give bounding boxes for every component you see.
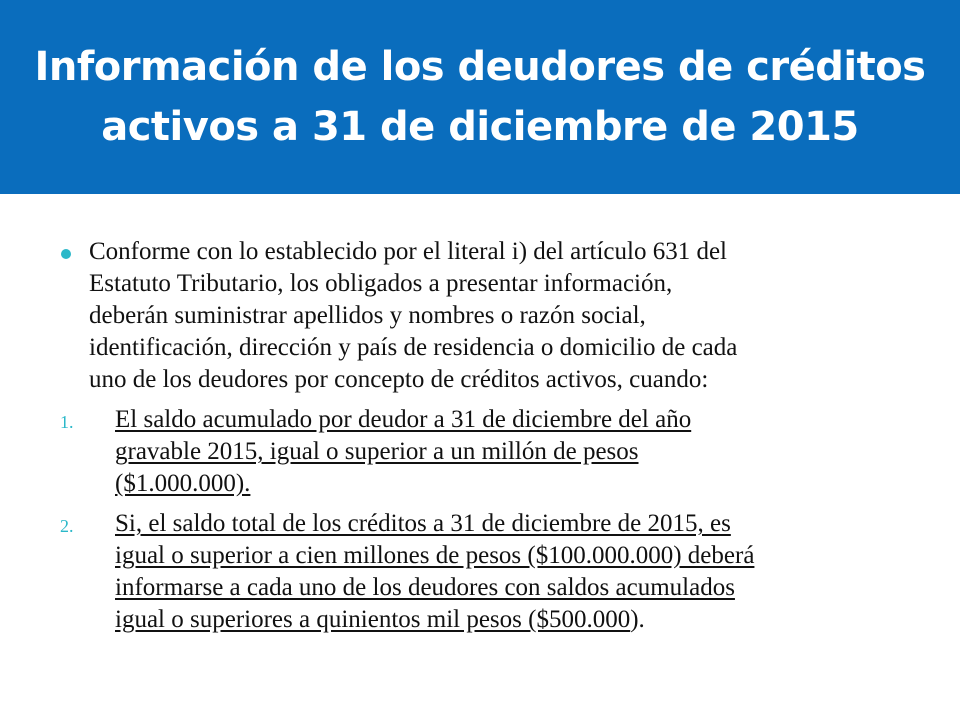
list-item-line: informarse a cada uno de los deudores con saldos acumulados — [115, 574, 735, 601]
list-item-text — [115, 508, 920, 636]
bullet-dot-icon — [61, 249, 71, 259]
list-item-trailing: ). — [630, 606, 645, 633]
bullet-line: Conforme con lo establecido por el literal i) del artículo 631 del — [89, 238, 727, 265]
title-line: Información de los deudores de créditos — [34, 44, 926, 90]
list-item-line-last — [115, 604, 920, 636]
bullet-line: Estatuto Tributario, los obligados a presentar información, — [89, 270, 673, 297]
list-item-line: ($1.000.000). — [115, 470, 251, 497]
bullet-paragraph — [60, 236, 920, 396]
bullet-line: identificación, dirección y país de residencia o domicilio de cada — [89, 334, 738, 361]
list-item-2 — [60, 508, 920, 636]
title-line: activos a 31 de diciembre de 2015 — [101, 104, 859, 150]
slide-title — [34, 37, 925, 157]
list-item-line: igual o superiores a quinientos mil pesos ($500.000 — [115, 606, 631, 633]
bullet-line: deberán suministrar apellidos y nombres o razón social, — [89, 302, 646, 329]
list-item-line: El saldo acumulado por deudor a 31 de diciembre del año — [115, 406, 692, 433]
list-item-1 — [60, 404, 920, 500]
bullet-text — [89, 236, 920, 396]
slide-content — [60, 236, 920, 644]
list-item-number: 2. — [60, 516, 74, 536]
list-item-line: gravable 2015, igual o superior a un millón de pesos — [115, 438, 639, 465]
bullet-line: uno de los deudores por concepto de créditos activos, cuando: — [89, 366, 709, 393]
title-band — [0, 0, 960, 194]
list-item-number: 1. — [60, 412, 74, 432]
list-item-text — [115, 404, 920, 500]
list-item-line: igual o superior a cien millones de pesos ($100.000.000) deberá — [115, 542, 755, 569]
list-item-line: Si, el saldo total de los créditos a 31 de diciembre de 2015, es — [115, 510, 731, 537]
